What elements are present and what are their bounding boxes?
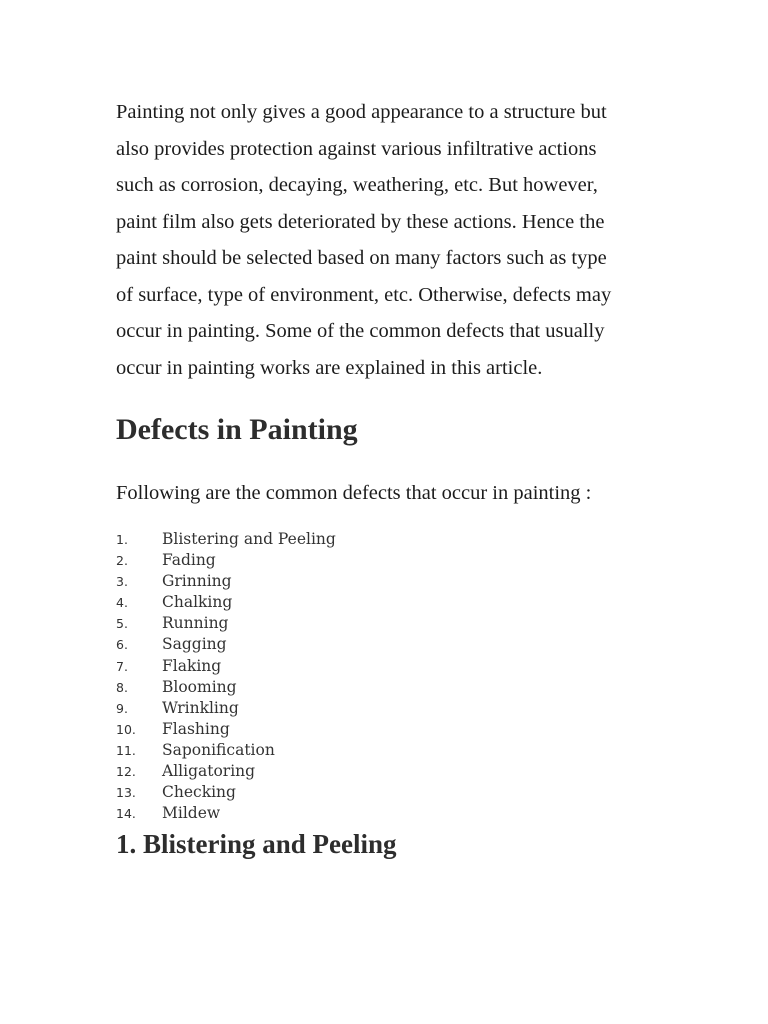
defects-list bbox=[116, 529, 336, 824]
list-item-number: 9. bbox=[116, 700, 128, 716]
list-item-label: Sagging bbox=[162, 635, 227, 654]
list-item-label: Chalking bbox=[162, 593, 233, 612]
list-item-label: Running bbox=[162, 614, 229, 633]
list-item bbox=[116, 719, 336, 740]
list-item-number: 6. bbox=[116, 637, 128, 653]
intro-line: also provides protection against various infiltrative actions bbox=[116, 137, 597, 160]
list-item bbox=[116, 592, 336, 613]
list-item-number: 11. bbox=[116, 742, 136, 758]
list-item-label: Grinning bbox=[162, 572, 232, 591]
list-item bbox=[116, 803, 336, 824]
list-item bbox=[116, 656, 336, 677]
list-item-number: 13. bbox=[116, 785, 136, 801]
list-item-number: 4. bbox=[116, 595, 128, 611]
list-item-number: 12. bbox=[116, 764, 136, 780]
list-item bbox=[116, 529, 336, 550]
intro-line: paint film also gets deteriorated by these actions. Hence the bbox=[116, 210, 605, 233]
list-item-number: 8. bbox=[116, 679, 128, 695]
list-item bbox=[116, 782, 336, 803]
list-item-number: 10. bbox=[116, 721, 136, 737]
intro-line: occur in painting works are explained in this article. bbox=[116, 356, 543, 379]
list-item bbox=[116, 740, 336, 761]
list-item-label: Flaking bbox=[162, 656, 222, 675]
lead-text: Following are the common defects that occur in painting : bbox=[116, 482, 592, 504]
intro-line: of surface, type of environment, etc. Otherwise, defects may bbox=[116, 283, 612, 306]
list-item-label: Checking bbox=[162, 783, 236, 802]
list-item-number: 2. bbox=[116, 553, 128, 569]
list-item bbox=[116, 698, 336, 719]
list-item bbox=[116, 550, 336, 571]
intro-line: such as corrosion, decaying, weathering, etc. But however, bbox=[116, 174, 598, 196]
list-item bbox=[116, 677, 336, 698]
list-item-label: Flashing bbox=[162, 719, 230, 738]
list-item-number: 3. bbox=[116, 574, 128, 590]
list-item bbox=[116, 613, 336, 634]
section-heading: Defects in Painting bbox=[116, 413, 358, 446]
list-item bbox=[116, 761, 336, 782]
intro-paragraph bbox=[116, 94, 676, 386]
list-item-label: Mildew bbox=[162, 804, 221, 823]
list-item-number: 7. bbox=[116, 658, 128, 674]
list-item-number: 1. bbox=[116, 532, 128, 547]
list-item-label: Fading bbox=[162, 551, 216, 570]
list-item-label: Saponification bbox=[162, 740, 275, 759]
intro-line: Painting not only gives a good appearance to a structure but bbox=[116, 101, 607, 123]
list-item bbox=[116, 634, 336, 655]
subsection-heading: 1. Blistering and Peeling bbox=[116, 829, 397, 859]
intro-line: paint should be selected based on many factors such as type bbox=[116, 247, 607, 269]
list-item-label: Wrinkling bbox=[162, 698, 239, 717]
list-item bbox=[116, 571, 336, 592]
list-item-label: Alligatoring bbox=[162, 762, 256, 781]
list-item-label: Blistering and Peeling bbox=[162, 530, 336, 548]
intro-line: occur in painting. Some of the common defects that usually bbox=[116, 320, 605, 342]
list-item-number: 14. bbox=[116, 806, 136, 822]
list-item-label: Blooming bbox=[162, 677, 237, 696]
list-item-number: 5. bbox=[116, 616, 128, 632]
